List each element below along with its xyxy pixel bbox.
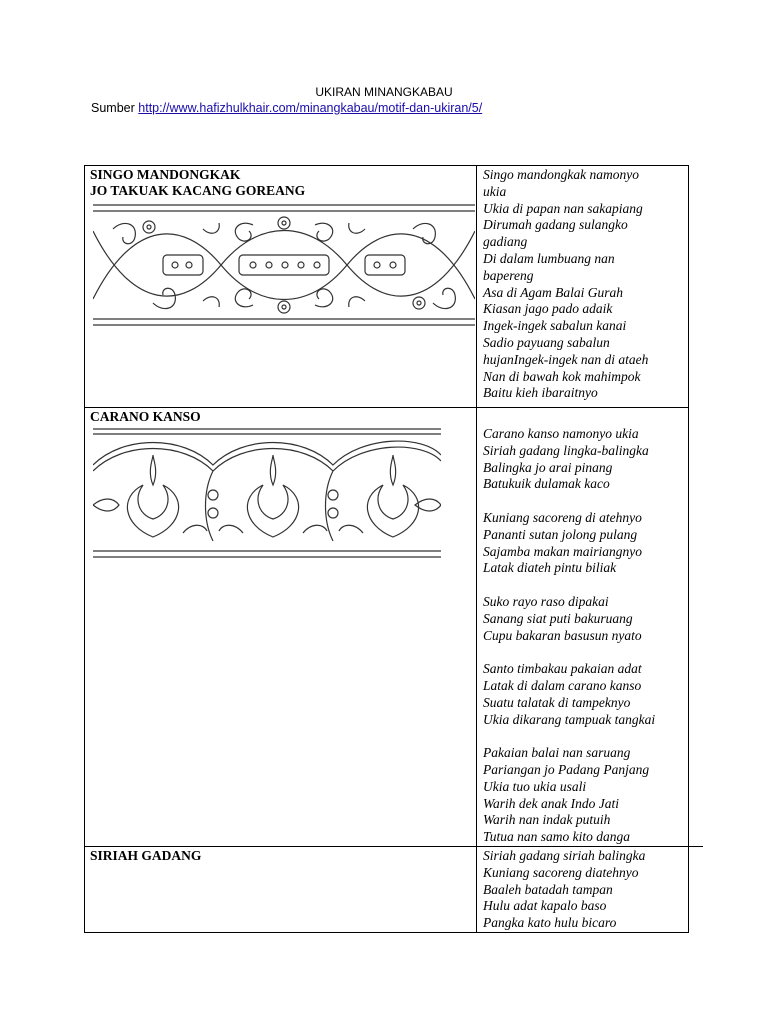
motif-cell [85, 846, 477, 932]
motif-name [85, 166, 476, 199]
motif-row-carano-kanso [85, 408, 689, 847]
poem-line: Sanang siat puti bakuruang [483, 610, 633, 626]
poem-line: Pangka kato hulu bicaro [483, 915, 617, 931]
poem-cell [477, 166, 689, 408]
poem-line: Sajamba makan mairiangnyo [483, 543, 642, 559]
carano-kanso-carving-image [93, 425, 441, 561]
poem-line: Santo timbakau pakaian adat [483, 661, 642, 677]
poem-stanza [483, 745, 688, 846]
poem-line: Suatu talatak di tampeknyo [483, 694, 631, 710]
poem-line: Ingek-ingek sabalun kanai [483, 318, 627, 334]
source-label: Sumber [91, 101, 135, 115]
motif-name-line: SIRIAH GADANG [90, 847, 202, 863]
poem-line: Balingka jo arai pinang [483, 459, 613, 475]
poem-line: Batukuik dulamak kaco [483, 476, 610, 492]
poem-stanza [483, 594, 688, 644]
poem-line: Sadio payuang sabalun [483, 334, 610, 350]
source-line [91, 101, 482, 115]
poem-line: bapereng [483, 267, 534, 283]
poem-line: Ukia dikarang tampuak tangkai [483, 711, 656, 727]
poem-stanza [483, 510, 688, 577]
poem-line: Ukia di papan nan sakapiang [483, 200, 643, 216]
poem-line: Warih nan indak putuih [483, 812, 611, 828]
poem-line: Warih dek anak Indo Jati [483, 795, 619, 811]
poem-stanza [483, 661, 688, 728]
table-border-extension [688, 846, 703, 847]
poem-line: Cupu bakaran basusun nyato [483, 627, 642, 643]
poem-line: Kiasan jago pado adaik [483, 301, 613, 317]
motif-row-siriah-gadang [85, 846, 689, 932]
poem-line: Di dalam lumbuang nan [483, 250, 615, 266]
poem-line: Latak di dalam carano kanso [483, 677, 642, 693]
poem-line: gadiang [483, 234, 528, 250]
poem-line: Pakaian balai nan saruang [483, 745, 631, 761]
motif-name-line: CARANO KANSO [90, 409, 201, 424]
motif-name [85, 408, 476, 425]
poem-line: Tutua nan samo kito danga [483, 829, 631, 845]
poem-line: Pariangan jo Padang Panjang [483, 761, 650, 777]
poem-line: hujanIngek-ingek nan di ataeh [483, 351, 649, 367]
poem-line: Carano kanso namonyo ukia [483, 426, 639, 441]
poem-line: Asa di Agam Balai Gurah [483, 284, 624, 300]
motif-name-line: JO TAKUAK KACANG GOREANG [90, 183, 306, 198]
poem-line: Singo mandongkak namonyo [483, 167, 639, 182]
poem-line: ukia [483, 183, 507, 199]
poem [477, 847, 688, 932]
poem-line: Siriah gadang siriah balingka [483, 847, 646, 863]
motif-name-line: SINGO MANDONGKAK [90, 167, 241, 182]
document-title: UKIRAN MINANGKABAU [315, 85, 453, 99]
poem-line: Dirumah gadang sulangko [483, 217, 628, 233]
singo-mandongkak-carving-image [93, 199, 475, 331]
poem-stanza [483, 426, 688, 493]
poem-cell [477, 408, 689, 847]
motif-cell [85, 166, 477, 408]
poem-line: Baitu kieh ibaraitnyo [483, 385, 598, 401]
poem-stanza [483, 848, 688, 932]
motif-name [85, 847, 476, 864]
poem-line: Kuniang sacoreng diatehnyo [483, 864, 639, 880]
poem-line: Ukia tuo ukia usali [483, 778, 587, 794]
poem-line: Kuniang sacoreng di atehnyo [483, 509, 642, 525]
poem-line: Nan di bawah kok mahimpok [483, 368, 641, 384]
motif-table [84, 165, 689, 933]
poem-cell [477, 846, 689, 932]
poem-line: Siriah gadang lingka-balingka [483, 442, 649, 458]
poem-line: Latak diateh pintu biliak [483, 560, 617, 576]
poem-line: Suko rayo raso dipakai [483, 593, 609, 609]
poem-line: Hulu adat kapalo baso [483, 898, 607, 914]
motif-row-singo-mandongkak [85, 166, 689, 408]
poem-line: Pananti sutan jolong pulang [483, 526, 638, 542]
poem [477, 166, 688, 402]
source-link[interactable]: http://www.hafizhulkhair.com/minangkabau/motif-dan-ukiran/5/ [138, 101, 483, 115]
poem-stanza [483, 167, 688, 402]
motif-cell [85, 408, 477, 847]
poem [477, 408, 688, 846]
poem-line: Baaleh batadah tampan [483, 881, 613, 897]
